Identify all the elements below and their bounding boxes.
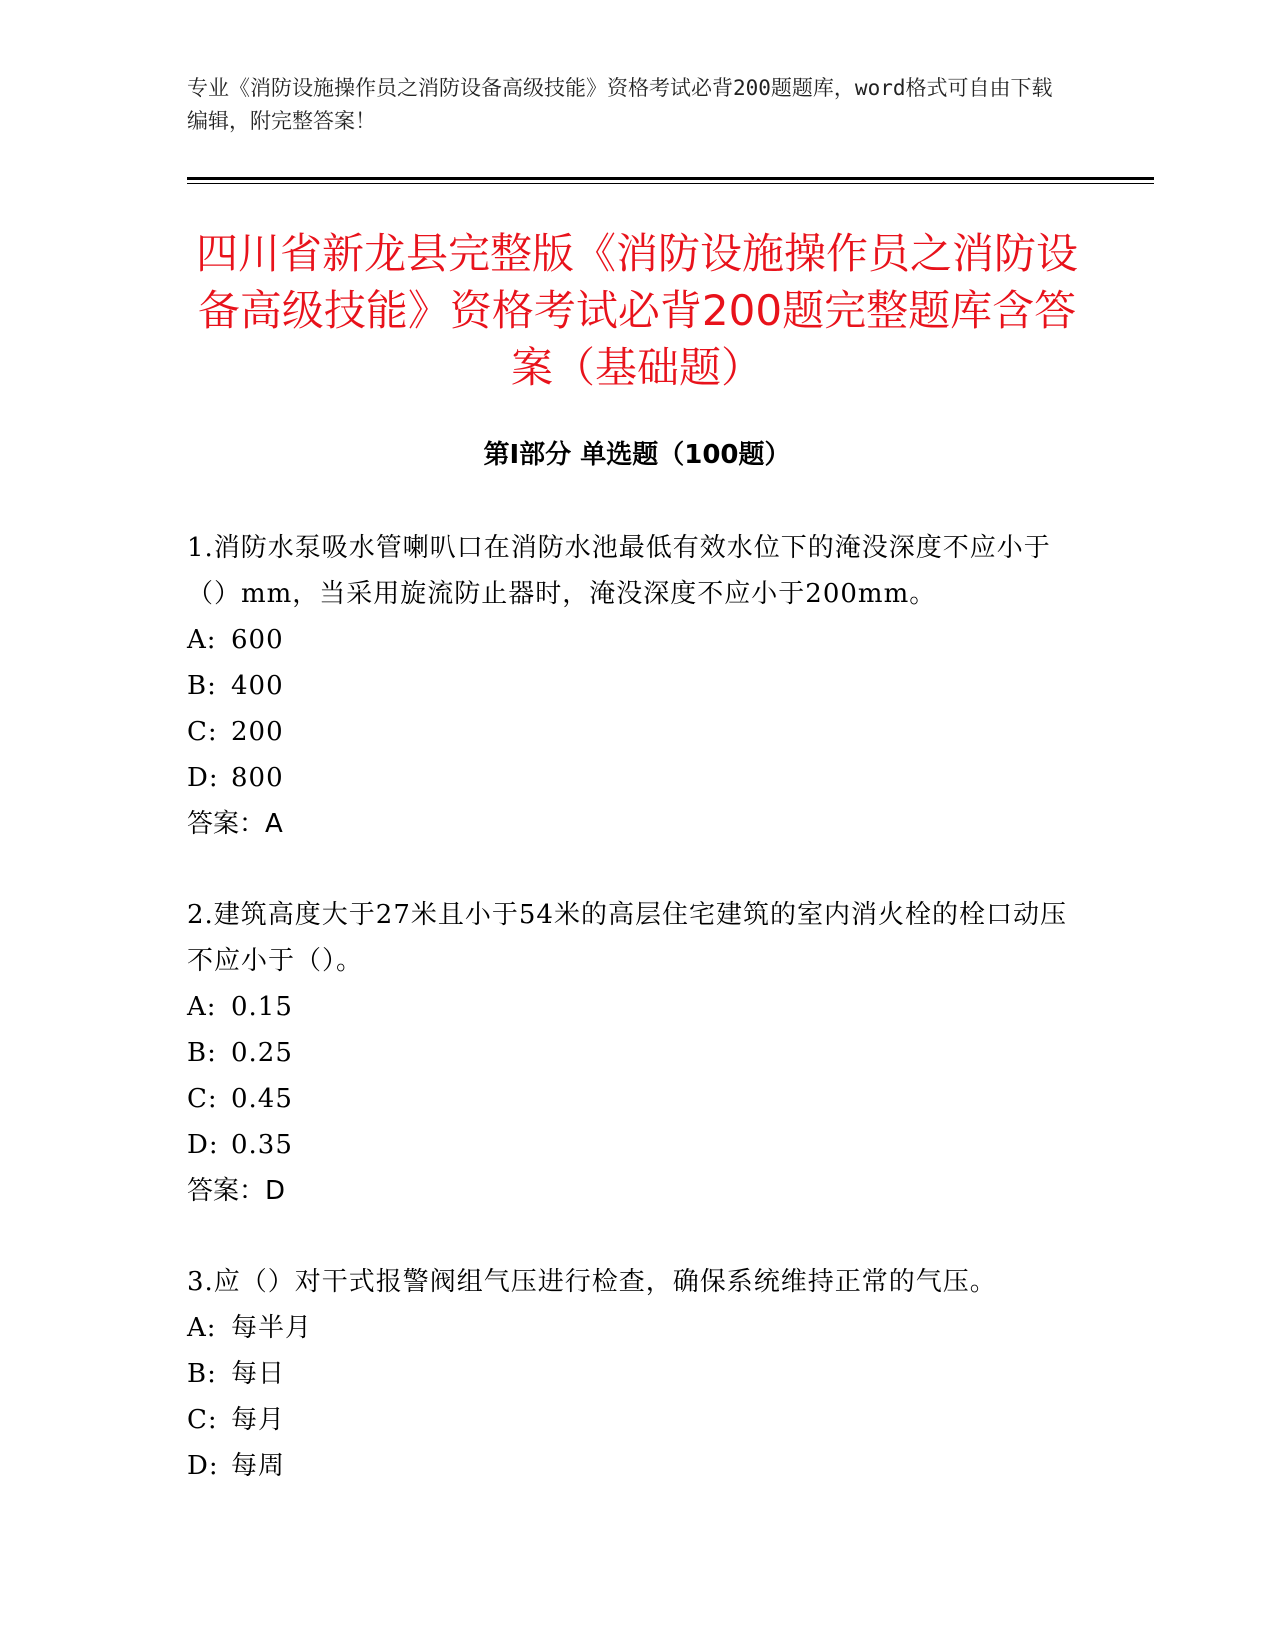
document-title: 四川省新龙县完整版《消防设施操作员之消防设备高级技能》资格考试必背200题完整题库含答案（基础题） (195, 229, 1078, 392)
option-text: 0.25 (231, 1038, 293, 1068)
option-key: D: (187, 763, 219, 793)
header-note: 专业《消防设施操作员之消防设备高级技能》资格考试必背200题题库，word格式可自由下载编辑，附完整答案！ (187, 76, 1053, 133)
header-divider-thin (187, 183, 1154, 184)
option-key: C: (187, 717, 218, 747)
question-list (187, 525, 1067, 1534)
option-key: A: (187, 1313, 217, 1343)
option-b (187, 1351, 1067, 1397)
option-key: C: (187, 1084, 218, 1114)
option-c (187, 1076, 1067, 1122)
option-a (187, 1305, 1067, 1351)
option-d (187, 1443, 1067, 1489)
option-c (187, 1397, 1067, 1443)
option-key: B: (187, 671, 217, 701)
option-text: 0.15 (231, 992, 293, 1022)
option-key: C: (187, 1405, 218, 1435)
question-1 (187, 525, 1067, 847)
option-text: 每日 (231, 1359, 286, 1389)
answer-value: D (265, 1176, 286, 1206)
option-key: D: (187, 1451, 219, 1481)
option-text: 0.35 (231, 1130, 293, 1160)
option-text: 0.45 (231, 1084, 293, 1114)
option-c (187, 709, 1067, 755)
option-a (187, 984, 1067, 1030)
option-text: 800 (231, 763, 284, 793)
answer-line (187, 801, 1067, 847)
question-stem: 1.消防水泵吸水管喇叭口在消防水池最低有效水位下的淹没深度不应小于（）mm，当采用旋流防止器时，淹没深度不应小于200mm。 (187, 533, 1051, 609)
option-text: 600 (231, 625, 284, 655)
option-text: 每月 (231, 1405, 286, 1435)
header-divider-thick (187, 177, 1154, 180)
option-key: B: (187, 1038, 217, 1068)
section-heading: 第I部分 单选题（100题） (483, 440, 791, 470)
option-d (187, 755, 1067, 801)
option-key: B: (187, 1359, 217, 1389)
option-text: 每周 (231, 1451, 286, 1481)
option-b (187, 663, 1067, 709)
option-key: A: (187, 992, 217, 1022)
option-key: D: (187, 1130, 219, 1160)
answer-value: A (265, 809, 283, 839)
question-stem: 2.建筑高度大于27米且小于54米的高层住宅建筑的室内消火栓的栓口动压不应小于（）。 (187, 900, 1067, 976)
option-a (187, 617, 1067, 663)
option-d (187, 1122, 1067, 1168)
answer-line (187, 1168, 1067, 1214)
option-key: A: (187, 625, 217, 655)
option-b (187, 1030, 1067, 1076)
question-2 (187, 892, 1067, 1214)
answer-prefix: 答案： (187, 809, 266, 839)
question-stem: 3.应（）对干式报警阀组气压进行检查，确保系统维持正常的气压。 (187, 1267, 997, 1297)
option-text: 400 (231, 671, 284, 701)
option-text: 200 (231, 717, 284, 747)
answer-prefix: 答案： (187, 1176, 266, 1206)
option-text: 每半月 (231, 1313, 313, 1343)
question-3 (187, 1259, 1067, 1489)
